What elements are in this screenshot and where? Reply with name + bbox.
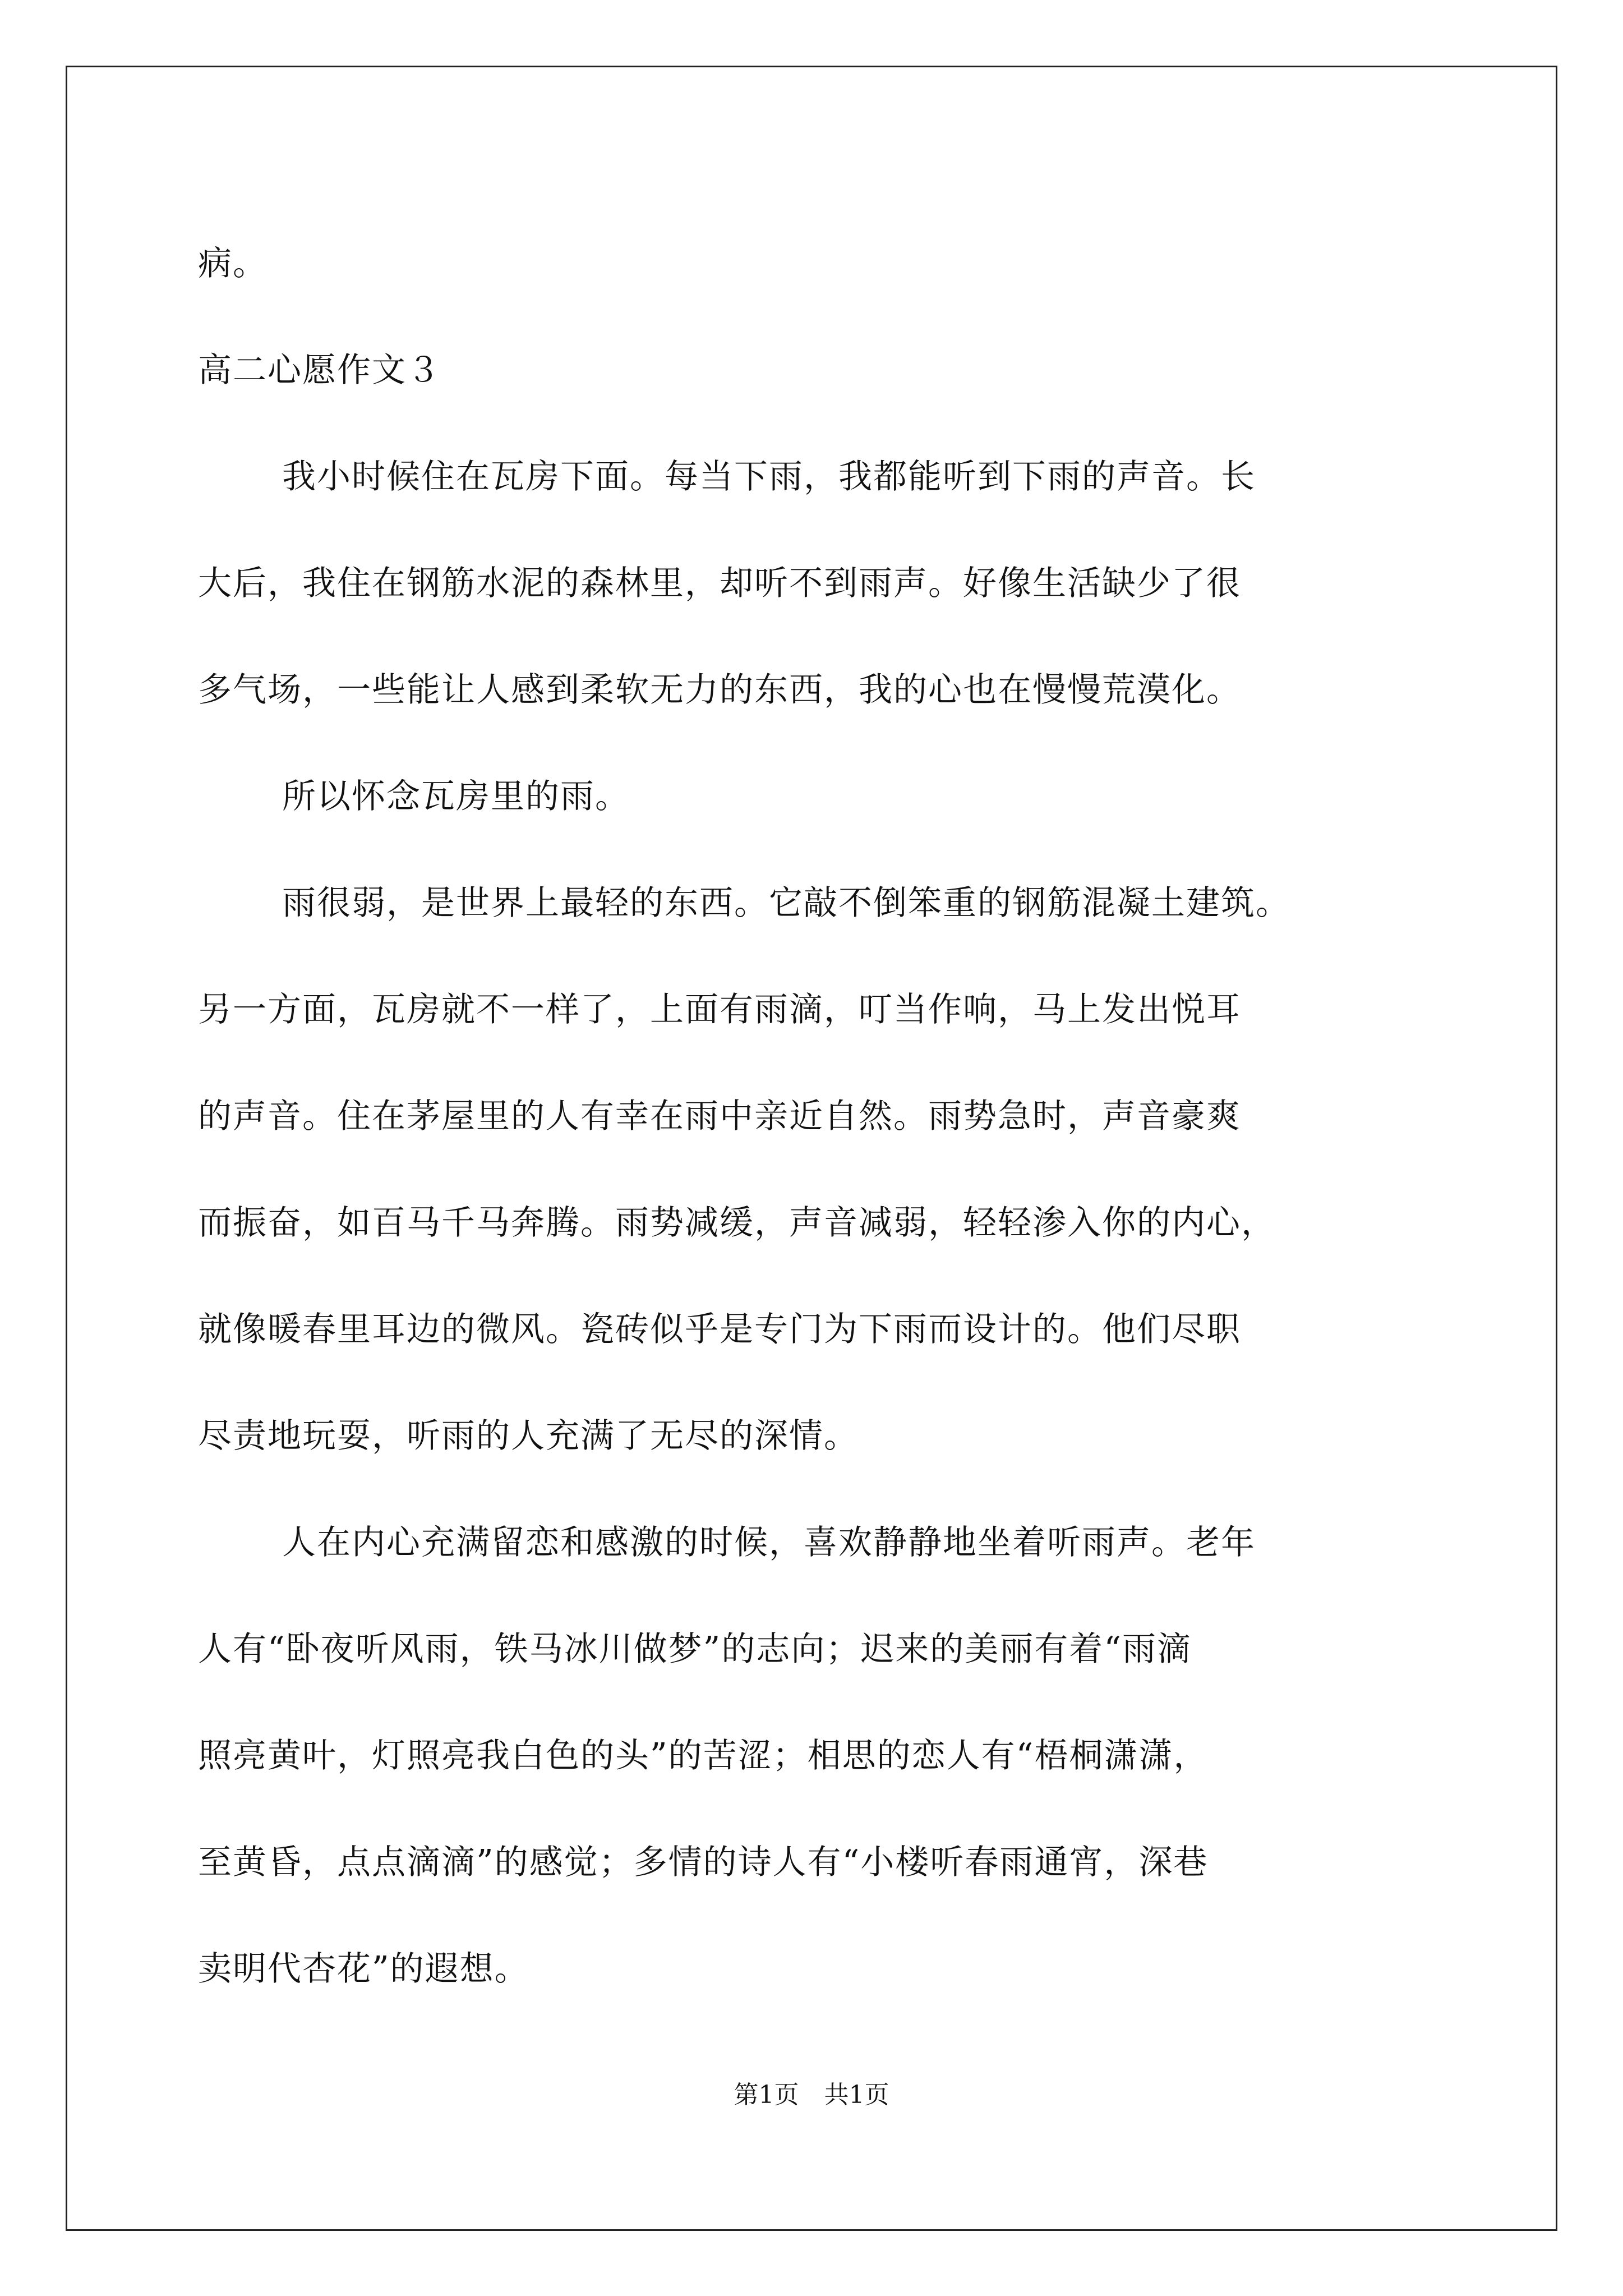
- document-body: [198, 210, 1432, 2022]
- paragraph-line: 我小时候住在瓦房下面。每当下雨，我都能听到下雨的声音。长: [282, 457, 1256, 496]
- paragraph-line: 而振奋，如百马千马奔腾。雨势减缓，声音减弱，轻轻渗入你的内心，: [198, 1203, 1276, 1243]
- paragraph-line: 的声音。住在茅屋里的人有幸在雨中亲近自然。雨势急时，声音豪爽: [198, 1097, 1241, 1136]
- section-heading: 高二心愿作文３: [198, 351, 441, 390]
- text-line: 病。: [198, 244, 268, 283]
- paragraph-line: 照亮黄叶，灯照亮我白色的头”的苦涩；相思的恋人有“梧桐潇潇，: [198, 1736, 1209, 1775]
- paragraph-line: 就像暖春里耳边的微风。瓷砖似乎是专门为下雨而设计的。他们尽职: [198, 1310, 1241, 1349]
- paragraph-line: 所以怀念瓦房里的雨。: [282, 777, 630, 816]
- paragraph-line: 卖明代杏花”的遐想。: [198, 1949, 529, 1989]
- paragraph-line: 人有“卧夜听风雨，铁马冰川做梦”的志向；迟来的美丽有着“雨滴: [198, 1630, 1192, 1669]
- page-footer: [0, 2078, 1623, 2112]
- paragraph-line: 雨很弱，是世界上最轻的东西。它敲不倒笨重的钢筋混凝土建筑。: [282, 884, 1290, 923]
- paragraph-line: 尽责地玩耍，听雨的人充满了无尽的深情。: [198, 1416, 859, 1456]
- paragraph-line: 另一方面，瓦房就不一样了，上面有雨滴，叮当作响，马上发出悦耳: [198, 990, 1241, 1029]
- page-number-total: 共1页: [824, 2081, 889, 2109]
- paragraph-line: 至黄昏，点点滴滴”的感觉；多情的诗人有“小楼听春雨通宵，深巷: [198, 1843, 1209, 1882]
- paragraph-line: 大后，我住在钢筋水泥的森林里，却听不到雨声。好像生活缺少了很: [198, 564, 1241, 603]
- paragraph-line: 人在内心充满留恋和感激的时候，喜欢静静地坐着听雨声。老年: [282, 1523, 1256, 1562]
- page-number-current: 第1页: [734, 2081, 799, 2109]
- paragraph-line: 多气场，一些能让人感到柔软无力的东西，我的心也在慢慢荒漠化。: [198, 670, 1241, 710]
